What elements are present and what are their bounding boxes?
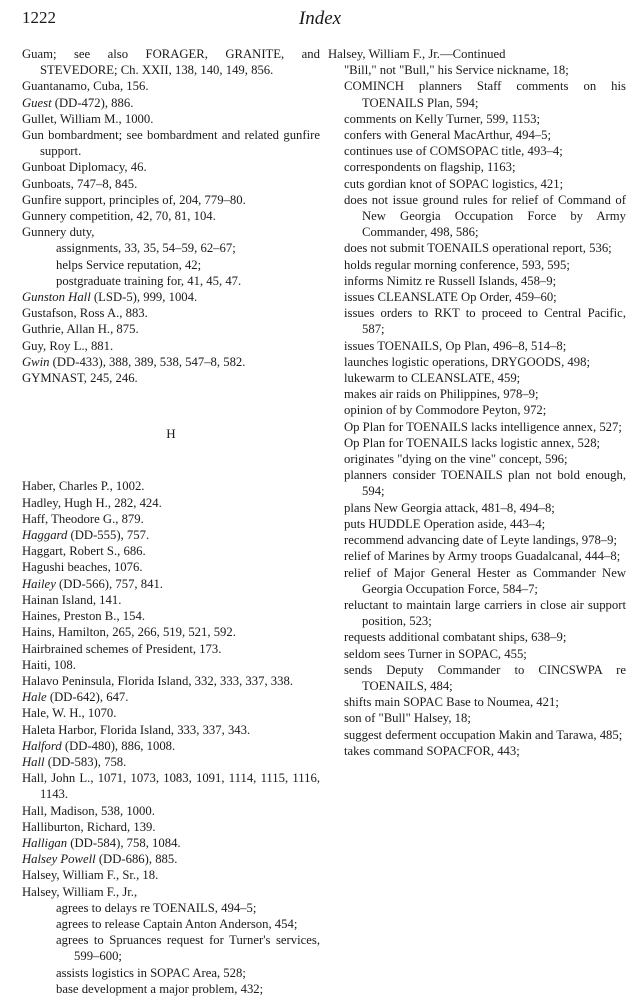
- entry-text: confers with General MacArthur, 494–5;: [344, 128, 552, 143]
- index-subentry: [328, 419, 626, 435]
- entry-text: issues CLEANSLATE Op Order, 459–60;: [344, 290, 557, 305]
- index-subentry: [328, 402, 626, 418]
- index-subentry: [328, 548, 626, 564]
- index-entry: [22, 224, 320, 240]
- index-subentry: [328, 159, 626, 175]
- index-subentry: [22, 900, 320, 916]
- entry-text: Hall, John L., 1071, 1073, 1083, 1091, 1114, 1115, 1116, 1143.: [22, 771, 320, 802]
- entry-text: Haleta Harbor, Florida Island, 333, 337, 343.: [22, 722, 251, 737]
- index-subentry: [328, 289, 626, 305]
- entry-text: (DD-480), 886, 1008.: [61, 738, 176, 753]
- running-head: Index: [298, 8, 342, 29]
- index-subentry: [22, 981, 320, 997]
- index-entry: [22, 770, 320, 802]
- index-entry: [22, 673, 320, 689]
- index-entry: [22, 478, 320, 494]
- ship-name: Hall: [22, 754, 45, 769]
- index-subentry: [328, 338, 626, 354]
- index-subentry: [328, 451, 626, 467]
- index-subentry: [22, 932, 320, 964]
- index-entry: [22, 657, 320, 673]
- index-entry: [22, 722, 320, 738]
- entry-text: (DD-433), 388, 389, 538, 547–8, 582.: [49, 354, 246, 369]
- index-entry: [22, 754, 320, 770]
- entry-text: assists logistics in SOPAC Area, 528;: [56, 965, 246, 980]
- index-subentry: [328, 192, 626, 241]
- index-subentry: [328, 565, 626, 597]
- section-letter: [22, 426, 320, 442]
- index-entry: [22, 95, 320, 111]
- entry-text: Guthrie, Allan H., 875.: [22, 322, 139, 337]
- entry-text: launches logistic operations, DRYGOODS, 498;: [344, 354, 590, 369]
- index-entry: [22, 705, 320, 721]
- index-entry: [328, 46, 626, 62]
- index-entry: [22, 192, 320, 208]
- ship-name: Guest: [22, 95, 52, 110]
- entry-text: does not submit TOENAILS operational report, 536;: [344, 241, 612, 256]
- index-entry: [22, 851, 320, 867]
- index-entry: [22, 835, 320, 851]
- ship-name: Halligan: [22, 835, 68, 850]
- entry-text: Gunnery competition, 42, 70, 81, 104.: [22, 209, 216, 224]
- entry-text: Hains, Hamilton, 265, 266, 519, 521, 592.: [22, 625, 236, 640]
- index-entry: [22, 543, 320, 559]
- index-entry: [22, 884, 320, 900]
- index-column-right: [328, 46, 626, 759]
- entry-text: Halliburton, Richard, 139.: [22, 819, 156, 834]
- entry-text: holds regular morning conference, 593, 595;: [344, 257, 570, 272]
- entry-text: Guy, Roy L., 881.: [22, 338, 114, 353]
- entry-text: Haggart, Robert S., 686.: [22, 544, 146, 559]
- index-subentry: [328, 370, 626, 386]
- entry-text: Guam; see also FORAGER, GRANITE, and STEVEDORE; Ch. XXII, 138, 140, 149, 856.: [22, 47, 320, 78]
- index-entry: [22, 159, 320, 175]
- entry-text: son of "Bull" Halsey, 18;: [344, 711, 471, 726]
- index-subentry: [328, 516, 626, 532]
- entry-text: (DD-472), 886.: [51, 95, 134, 110]
- entry-text: comments on Kelly Turner, 599, 1153;: [344, 111, 541, 126]
- index-subentry: [328, 386, 626, 402]
- entry-text: opinion of by Commodore Peyton, 972;: [344, 403, 547, 418]
- ship-name: Gunston Hall: [22, 290, 91, 305]
- entry-text: (DD-555), 757.: [67, 528, 150, 543]
- entry-text: (LSD-5), 999, 1004.: [90, 290, 198, 305]
- entry-text: suggest deferment occupation Makin and Tarawa, 485;: [344, 727, 623, 742]
- index-entry: [22, 576, 320, 592]
- entry-text: Hainan Island, 141.: [22, 592, 122, 607]
- index-entry: [22, 624, 320, 640]
- index-entry: [22, 289, 320, 305]
- index-subentry: [22, 240, 320, 256]
- index-subentry: [328, 273, 626, 289]
- index-subentry: [328, 727, 626, 743]
- entry-text: correspondents on flagship, 1163;: [344, 160, 516, 175]
- entry-text: (DD-566), 757, 841.: [55, 576, 163, 591]
- ship-name: Hale: [22, 690, 47, 705]
- entry-text: relief of Marines by Army troops Guadalcanal, 444–8;: [344, 549, 621, 564]
- entry-text: takes command SOPACFOR, 443;: [344, 743, 520, 758]
- entry-text: helps Service reputation, 42;: [56, 257, 202, 272]
- entry-text: plans New Georgia attack, 481–8, 494–8;: [344, 500, 555, 515]
- entry-text: Gunboats, 747–8, 845.: [22, 176, 138, 191]
- index-subentry: [328, 257, 626, 273]
- index-entry: [22, 370, 320, 386]
- index-entry: [22, 592, 320, 608]
- index-entry: [22, 111, 320, 127]
- index-subentry: [328, 111, 626, 127]
- index-entry: [22, 208, 320, 224]
- entry-text: (DD-583), 758.: [44, 754, 127, 769]
- entry-text: Halavo Peninsula, Florida Island, 332, 333, 337, 338.: [22, 673, 293, 688]
- index-entry: [22, 559, 320, 575]
- entry-text: seldom sees Turner in SOPAC, 455;: [344, 646, 527, 661]
- entry-text: Gunboat Diplomacy, 46.: [22, 160, 147, 175]
- entry-text: postgraduate training for, 41, 45, 47.: [56, 273, 242, 288]
- index-subentry: [328, 597, 626, 629]
- entry-text: shifts main SOPAC Base to Noumea, 421;: [344, 695, 559, 710]
- index-subentry: [328, 694, 626, 710]
- entry-text: Hale, W. H., 1070.: [22, 706, 117, 721]
- entry-text: Hairbrained schemes of President, 173.: [22, 641, 222, 656]
- index-subentry: [328, 500, 626, 516]
- page-number: 1222: [22, 8, 56, 27]
- index-subentry: [328, 532, 626, 548]
- index-subentry: [328, 629, 626, 645]
- entry-text: makes air raids on Philippines, 978–9;: [344, 387, 539, 402]
- entry-text: (DD-584), 758, 1084.: [67, 835, 181, 850]
- entry-text: requests additional combatant ships, 638–9;: [344, 630, 567, 645]
- entry-text: agrees to release Captain Anton Anderson, 454;: [56, 916, 298, 931]
- index-subentry: [328, 354, 626, 370]
- entry-text: (DD-686), 885.: [95, 852, 178, 867]
- index-entry: [22, 511, 320, 527]
- index-subentry: [328, 176, 626, 192]
- entry-text: Halsey, William F., Sr., 18.: [22, 868, 159, 883]
- index-entry: [22, 495, 320, 511]
- entry-text: Op Plan for TOENAILS lacks logistic annex, 528;: [344, 435, 601, 450]
- index-subentry: [328, 62, 626, 78]
- entry-text: does not issue ground rules for relief of Command of New Georgia Occupation Force by Army Commander, 498, 586;: [344, 192, 626, 240]
- entry-text: COMINCH planners Staff comments on his TOENAILS Plan, 594;: [344, 79, 626, 110]
- entry-text: agrees to delays re TOENAILS, 494–5;: [56, 900, 257, 915]
- entry-text: originates "dying on the vine" concept, 596;: [344, 452, 568, 467]
- index-column-left: [22, 46, 320, 997]
- index-subentry: [328, 435, 626, 451]
- index-subentry: [328, 743, 626, 759]
- entry-text: lukewarm to CLEANSLATE, 459;: [344, 371, 521, 386]
- entry-text: Hagushi beaches, 1076.: [22, 560, 143, 575]
- entry-text: recommend advancing date of Leyte landings, 978–9;: [344, 533, 618, 548]
- entry-text: issues orders to RKT to proceed to Central Pacific, 587;: [344, 306, 626, 337]
- entry-text: Hadley, Hugh H., 282, 424.: [22, 495, 162, 510]
- index-subentry: [328, 305, 626, 337]
- index-entry: [22, 338, 320, 354]
- entry-text: reluctant to maintain large carriers in close air support position, 523;: [344, 597, 626, 629]
- index-entry: [22, 354, 320, 370]
- entry-text: (DD-642), 647.: [46, 690, 129, 705]
- entry-text: Haber, Charles P., 1002.: [22, 479, 145, 494]
- entry-text: cuts gordian knot of SOPAC logistics, 421;: [344, 176, 564, 191]
- ship-name: Haggard: [22, 528, 68, 543]
- ship-name: Halsey Powell: [22, 852, 96, 867]
- index-entry: [22, 641, 320, 657]
- entry-text: Haines, Preston B., 154.: [22, 609, 145, 624]
- index-subentry: [328, 710, 626, 726]
- index-entry: [22, 78, 320, 94]
- index-subentry: [22, 965, 320, 981]
- entry-text: "Bill," not "Bull," his Service nickname, 18;: [344, 63, 569, 78]
- index-entry: [22, 127, 320, 159]
- index-subentry: [328, 127, 626, 143]
- index-entry: [22, 803, 320, 819]
- entry-text: Halsey, William F., Jr.,: [22, 884, 138, 899]
- index-entry: [22, 176, 320, 192]
- index-subentry: [328, 467, 626, 499]
- index-entry: [22, 819, 320, 835]
- entry-text: sends Deputy Commander to CINCSWPA re TOENAILS, 484;: [344, 662, 626, 693]
- entry-text: Hall, Madison, 538, 1000.: [22, 803, 155, 818]
- index-subentry: [22, 916, 320, 932]
- entry-text: Gullet, William M., 1000.: [22, 111, 154, 126]
- entry-text: Haiti, 108.: [22, 657, 76, 672]
- entry-text: Gunnery duty,: [22, 225, 95, 240]
- index-entry: [22, 305, 320, 321]
- entry-text: relief of Major General Hester as Commander New Georgia Occupation Force, 584–7;: [344, 565, 626, 596]
- index-entry: [22, 321, 320, 337]
- entry-text: planners consider TOENAILS plan not bold enough, 594;: [344, 468, 626, 499]
- index-subentry: [328, 78, 626, 110]
- entry-text: H: [166, 426, 176, 442]
- ship-name: Hailey: [22, 576, 56, 591]
- entry-text: continues use of COMSOPAC title, 493–4;: [344, 144, 563, 159]
- index-entry: [22, 867, 320, 883]
- entry-text: Gustafson, Ross A., 883.: [22, 306, 148, 321]
- index-entry: [22, 527, 320, 543]
- entry-text: puts HUDDLE Operation aside, 443–4;: [344, 516, 546, 531]
- entry-text: issues TOENAILS, Op Plan, 496–8, 514–8;: [344, 338, 567, 353]
- entry-text: Halsey, William F., Jr.—Continued: [328, 47, 506, 61]
- ship-name: Gwin: [22, 354, 50, 369]
- index-subentry: [328, 240, 626, 256]
- entry-text: Gun bombardment; see bombardment and related gunfire support.: [22, 128, 320, 159]
- index-subentry: [22, 257, 320, 273]
- index-subentry: [22, 273, 320, 289]
- index-entry: [22, 689, 320, 705]
- entry-text: assignments, 33, 35, 54–59, 62–67;: [56, 241, 236, 256]
- index-subentry: [328, 646, 626, 662]
- entry-text: Op Plan for TOENAILS lacks intelligence annex, 527;: [344, 419, 622, 434]
- ship-name: Halford: [22, 738, 62, 753]
- index-subentry: [328, 143, 626, 159]
- entry-text: informs Nimitz re Russell Islands, 458–9;: [344, 273, 557, 288]
- entry-text: agrees to Spruances request for Turner's services, 599–600;: [56, 933, 320, 964]
- index-entry: [22, 608, 320, 624]
- entry-text: Haff, Theodore G., 879.: [22, 511, 144, 526]
- index-subentry: [328, 662, 626, 694]
- entry-text: GYMNAST, 245, 246.: [22, 371, 138, 386]
- index-entry: [22, 738, 320, 754]
- entry-text: Gunfire support, principles of, 204, 779–80.: [22, 192, 246, 207]
- entry-text: Guantanamo, Cuba, 156.: [22, 79, 149, 94]
- entry-text: base development a major problem, 432;: [56, 981, 264, 996]
- index-entry: [22, 46, 320, 78]
- page-header: [22, 8, 618, 32]
